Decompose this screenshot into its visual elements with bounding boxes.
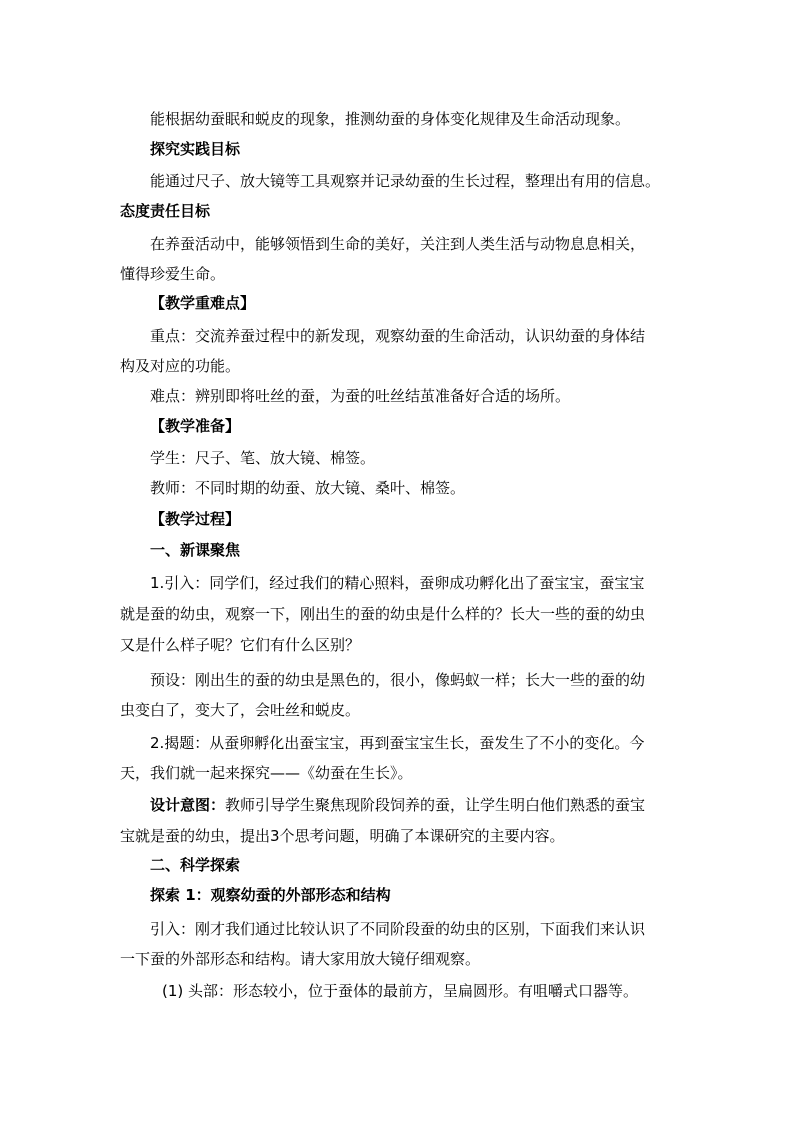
section-heading: 探究实践目标 (150, 140, 241, 158)
text-line: 教师：不同时期的幼蚕、放大镜、桑叶、棉签。 (150, 479, 466, 497)
section-heading: 一、新课聚焦 (150, 541, 241, 559)
text-line: 虫变白了，变大了，会吐丝和蜕皮。 (120, 701, 361, 719)
section-heading: 【教学重难点】 (150, 294, 256, 312)
text-line: 天，我们就一起来探究——《幼蚕在生长》。 (120, 764, 413, 782)
text-line: 难点：辨别即将吐丝的蚕，为蚕的吐丝结茧准备好合适的场所。 (150, 387, 571, 405)
design-intent-label: 设计意图： (150, 796, 226, 814)
text-line: 重点：交流养蚕过程中的新发现，观察幼蚕的生命活动，认识幼蚕的身体结 (150, 327, 646, 345)
text-line: 学生：尺子、笔、放大镜、棉签。 (150, 449, 376, 467)
text-line: 就是蚕的幼虫，观察一下，刚出生的蚕的幼虫是什么样的？长大一些的蚕的幼虫 (120, 605, 646, 623)
section-heading: 【教学准备】 (150, 417, 241, 435)
text-line: 又是什么样子呢？它们有什么区别？ (120, 636, 361, 654)
text-line: 宝就是蚕的幼虫，提出3个思考问题，明确了本课研究的主要内容。 (120, 827, 565, 845)
text-line: 能根据幼蚕眠和蜕皮的现象，推测幼蚕的身体变化规律及生命活动现象。 (150, 110, 631, 128)
text-line: 预设：刚出生的蚕的幼虫是黑色的，很小，像蚂蚁一样；长大一些的蚕的幼 (150, 671, 646, 689)
design-intent-text: 教师引导学生聚焦现阶段饲养的蚕，让学生明白他们熟悉的蚕宝 (225, 796, 646, 814)
text-line: 懂得珍爱生命。 (120, 265, 226, 283)
section-heading: 二、科学探索 (150, 856, 241, 874)
section-heading: 态度责任目标 (120, 202, 211, 220)
text-line: 构及对应的功能。 (120, 357, 241, 375)
section-heading: 【教学过程】 (150, 510, 241, 528)
section-heading: 探索 1：观察幼蚕的外部形态和结构 (150, 886, 391, 904)
text-line: 一下蚕的外部形态和结构。请大家用放大镜仔细观察。 (120, 950, 481, 968)
text-line: 能通过尺子、放大镜等工具观察并记录幼蚕的生长过程，整理出有用的信息。 (150, 172, 661, 190)
text-line: 引入：刚才我们通过比较认识了不同阶段蚕的幼虫的区别，下面我们来认识 (150, 920, 646, 938)
text-line: (1) 头部：形态较小，位于蚕体的最前方，呈扁圆形。有咀嚼式口器等。 (162, 982, 639, 1000)
design-intent-line (150, 790, 680, 821)
text-line: 1.引入：同学们，经过我们的精心照料，蚕卵成功孵化出了蚕宝宝，蚕宝宝 (150, 574, 645, 592)
text-line: 在养蚕活动中，能够领悟到生命的美好，关注到人类生活与动物息息相关， (150, 235, 646, 253)
text-line: 2.揭题：从蚕卵孵化出蚕宝宝，再到蚕宝宝生长，蚕发生了不小的变化。今 (150, 734, 645, 752)
